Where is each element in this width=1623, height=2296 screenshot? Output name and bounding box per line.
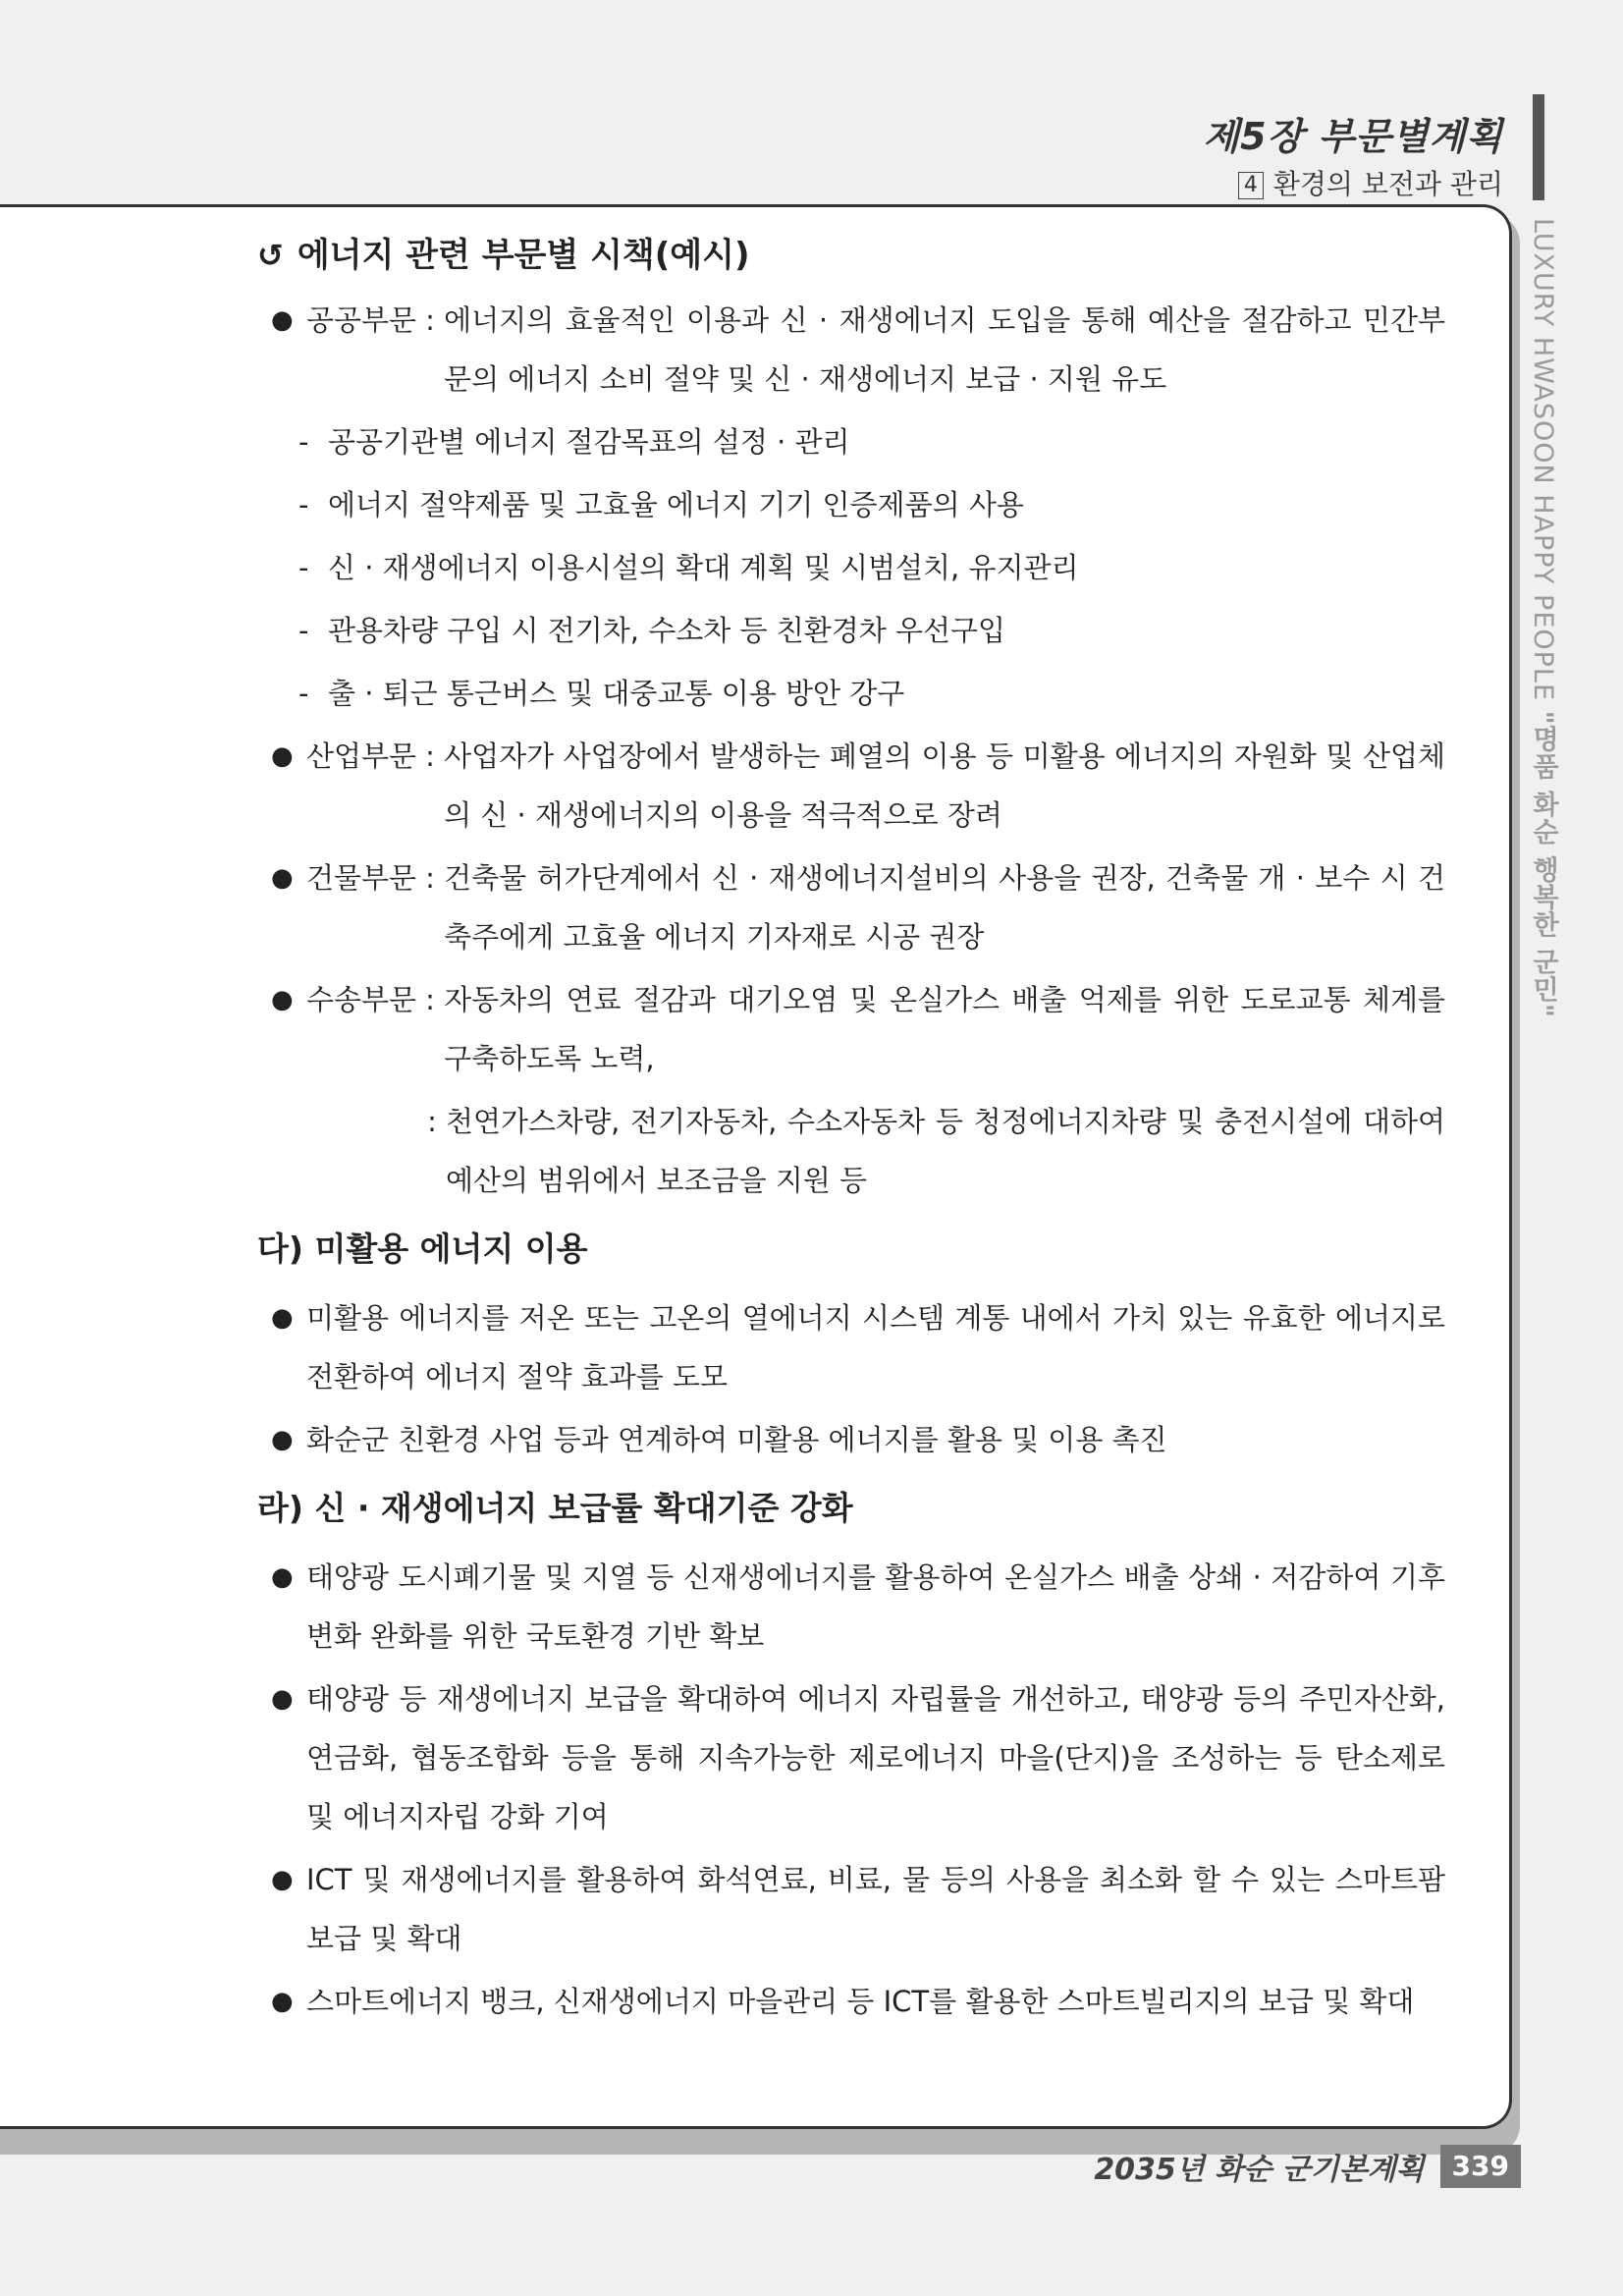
dash-text: 출 · 퇴근 통근버스 및 대중교통 이용 방안 강구 [328, 677, 905, 710]
dash-text: 관용차량 구입 시 전기차, 수소차 등 친환경차 우선구입 [328, 614, 1006, 647]
bullet-icon: ● [271, 1865, 294, 1894]
page-content [257, 236, 1445, 2045]
dash-text: 에너지 절약제품 및 고효율 에너지 기기 인증제품의 사용 [328, 488, 1024, 521]
bullet-icon: ● [271, 985, 294, 1014]
item-colon: : [425, 739, 435, 773]
header-bar [1533, 94, 1544, 200]
list-item-industry [257, 737, 1445, 845]
list-item [257, 1982, 1445, 2031]
page-footer [1094, 2145, 1521, 2188]
section-number: 4 [1238, 172, 1264, 199]
item-text: 에너지의 효율적인 이용과 신 · 재생에너지 도입을 통해 예산을 절감하고 민간부문의 에너지 소비 절약 및 신 · 재생에너지 보급 · 지원 유도 [444, 303, 1445, 396]
list-item-transport [257, 980, 1445, 1088]
item-text: 사업자가 사업장에서 발생하는 폐열의 이용 등 미활용 에너지의 자원화 및 산업체의 신 · 재생에너지의 이용을 적극적으로 장려 [444, 739, 1445, 832]
item-colon: : [425, 861, 435, 895]
swirl-icon: ↺ [257, 237, 284, 274]
item-label: 공공부문 [306, 303, 417, 337]
item-text: 스마트에너지 뱅크, 신재생에너지 마을관리 등 ICT를 활용한 스마트빌리지의 보급 및 확대 [306, 1985, 1415, 2018]
item-colon: : [427, 1105, 437, 1138]
dash-item: - 관용차량 구입 시 전기차, 수소차 등 친환경차 우선구입 [257, 611, 1445, 650]
item-text: 태양광 등 재생에너지 보급을 확대하여 에너지 자립률을 개선하고, 태양광 등의 주민자산화, 연금화, 협동조합화 등을 통해 지속가능한 제로에너지 마을(단지)을 조성하는 등 탄소제로 및 에너지자립 강화 기여 [306, 1682, 1445, 1833]
list-item [257, 1420, 1445, 1469]
dash-text: 신 · 재생에너지 이용시설의 확대 계획 및 시범설치, 유지관리 [328, 551, 1079, 584]
bullet-icon: ● [271, 863, 294, 893]
bullet-icon: ● [271, 1425, 294, 1454]
item-colon: : [425, 983, 435, 1016]
chapter-title: 제5장 부문별계획 [1203, 115, 1503, 158]
list-item-public [257, 301, 1445, 409]
item-text: ICT 및 재생에너지를 활용하여 화석연료, 비료, 물 등의 사용을 최소화 할 수 있는 스마트팜 보급 및 확대 [306, 1863, 1445, 1955]
side-slogan-kr: "명품 화순 행복한 군민" [1528, 710, 1558, 1018]
item-text: 태양광 도시폐기물 및 지열 등 신재생에너지를 활용하여 온실가스 배출 상쇄 · 저감하여 기후변화 완화를 위한 국토환경 기반 확보 [306, 1560, 1445, 1653]
dash-item: - 에너지 절약제품 및 고효율 에너지 기기 인증제품의 사용 [257, 485, 1445, 524]
item-label: 건물부문 [306, 861, 417, 895]
bullet-icon: ● [271, 1684, 294, 1714]
list-item-transport-cont [257, 1102, 1445, 1210]
section-title-text: 환경의 보전과 관리 [1272, 168, 1503, 200]
side-slogan [1524, 218, 1562, 1018]
list-item-building [257, 858, 1445, 966]
item-text: 미활용 에너지를 저온 또는 고온의 열에너지 시스템 계통 내에서 가치 있는 유효한 에너지로 전환하여 에너지 절약 효과를 도모 [306, 1301, 1445, 1394]
bullet-icon: ● [271, 1303, 294, 1333]
dash-text: 공공기관별 에너지 절감목표의 설정 · 관리 [328, 425, 850, 459]
list-item [257, 1860, 1445, 1968]
footer-title: 2035년 화순 군기본계획 [1094, 2153, 1425, 2187]
section-title [1238, 163, 1503, 202]
bullet-icon: ● [271, 741, 294, 771]
list-item [257, 1298, 1445, 1406]
list-item [257, 1679, 1445, 1846]
item-text: 자동차의 연료 절감과 대기오염 및 온실가스 배출 억제를 위한 도로교통 체계를 구축하도록 노력, [444, 983, 1445, 1075]
list-item [257, 1558, 1445, 1666]
subheading-d: 다) 미활용 에너지 이용 [257, 1230, 588, 1268]
item-text: 건축물 허가단계에서 신 · 재생에너지설비의 사용을 권장, 건축물 개 · 보수 시 건축주에게 고효율 에너지 기자재로 시공 권장 [444, 861, 1445, 954]
dash-item: - 신 · 재생에너지 이용시설의 확대 계획 및 시범설치, 유지관리 [257, 548, 1445, 587]
policy-heading-text: 에너지 관련 부문별 시책(예시) [297, 236, 750, 275]
policy-heading [257, 236, 1445, 275]
bullet-icon: ● [271, 1562, 294, 1592]
item-colon: : [425, 303, 435, 337]
item-label: 수송부문 [306, 983, 417, 1016]
side-slogan-en: LUXURY HWASOON HAPPY PEOPLE [1528, 218, 1558, 702]
dash-item: - 공공기관별 에너지 절감목표의 설정 · 관리 [257, 422, 1445, 462]
subheading-r: 라) 신 · 재생에너지 보급률 확대기준 강화 [257, 1489, 853, 1527]
item-text: 화순군 친환경 사업 등과 연계하여 미활용 에너지를 활용 및 이용 촉진 [306, 1423, 1167, 1456]
page-number: 339 [1440, 2145, 1521, 2188]
bullet-icon: ● [271, 1987, 294, 2016]
dash-item: - 출 · 퇴근 통근버스 및 대중교통 이용 방안 강구 [257, 674, 1445, 713]
bullet-icon: ● [271, 305, 294, 335]
item-text: 천연가스차량, 전기자동차, 수소자동차 등 청정에너지차량 및 충전시설에 대하여 예산의 범위에서 보조금을 지원 등 [446, 1105, 1445, 1197]
item-label: 산업부문 [306, 739, 417, 773]
